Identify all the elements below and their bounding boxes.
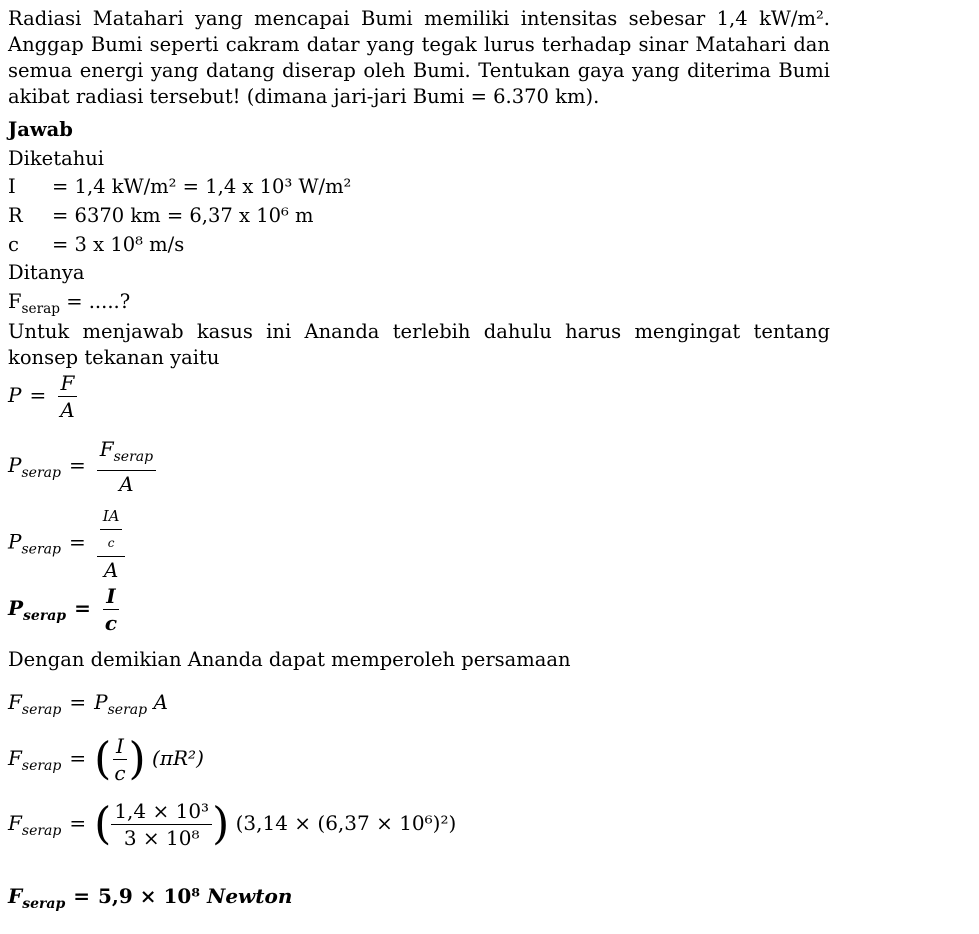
equation-absorbed-pressure-expanded: $P_{serap}$ = $\frac{\frac{IA}{c}}{A}$ — [8, 505, 128, 581]
known-intensity-symbol: I — [8, 175, 16, 198]
known-light-speed-value: = 3 x 10⁸ m/s — [52, 233, 185, 256]
equation-force-expanded: $F_{serap}$ = ( $\frac{I}{c}$ ) (πR²) — [8, 733, 204, 785]
problem-statement: Radiasi Matahari yang mencapai Bumi memiliki intensitas sebesar 1,4 kW/m². Anggap Bumi seperti cakram datar yang tegak lurus terhadap sinar Matahari dan semua energi yang datang diserap oleh Bumi. Tentukan gaya yang diterima Bumi akibat radiasi tersebut! (dimana jari-jari Bumi = 6.370 km). — [8, 7, 830, 108]
heading-jawab: Jawab — [8, 118, 73, 141]
equation-force-substituted: $F_{serap}$ = ( $\frac{\text{1,4 × 10³}}{\text{3 × 10⁸}}$ ) (3,14 × (6,37 × 10⁶)²) — [8, 798, 457, 850]
known-intensity-value: = 1,4 kW/m² = 1,4 x 10³ W/m² — [52, 175, 352, 198]
equation-absorbed-pressure: $P_{serap}$ = $\frac{F_{serap}}{A}$ — [8, 438, 159, 495]
known-light-speed-symbol: c — [8, 233, 19, 256]
result-value: 5,9 × 10⁸ — [98, 884, 201, 908]
known-radius — [8, 204, 314, 227]
derivation-text: Dengan demikian Ananda dapat memperoleh persamaan — [8, 648, 571, 671]
equation-final-result: $F_{serap} = 5,9 \times 10^8$ Newton — [8, 884, 293, 912]
equation-pressure: P = $\frac{F}{A}$ — [8, 372, 81, 421]
concept-text: Untuk menjawab kasus ini Ananda terlebih dahulu harus mengingat tentang konsep tekanan yaitu — [8, 320, 830, 369]
asked-force: $F_{serap}$ = .....? — [8, 290, 131, 317]
heading-diketahui: Diketahui — [8, 147, 105, 170]
known-radius-value: = 6370 km = 6,37 x 10⁶ m — [52, 204, 314, 227]
known-intensity — [8, 175, 351, 198]
equation-force: $F_{serap} = P_{serap}$ A — [8, 690, 168, 718]
heading-ditanya: Ditanya — [8, 261, 85, 284]
equation-absorbed-pressure-result: $P_{serap}$ = $\frac{I}{c}$ — [8, 584, 118, 635]
known-radius-symbol: R — [8, 204, 23, 227]
result-unit: Newton — [207, 884, 293, 908]
known-light-speed — [8, 233, 184, 256]
